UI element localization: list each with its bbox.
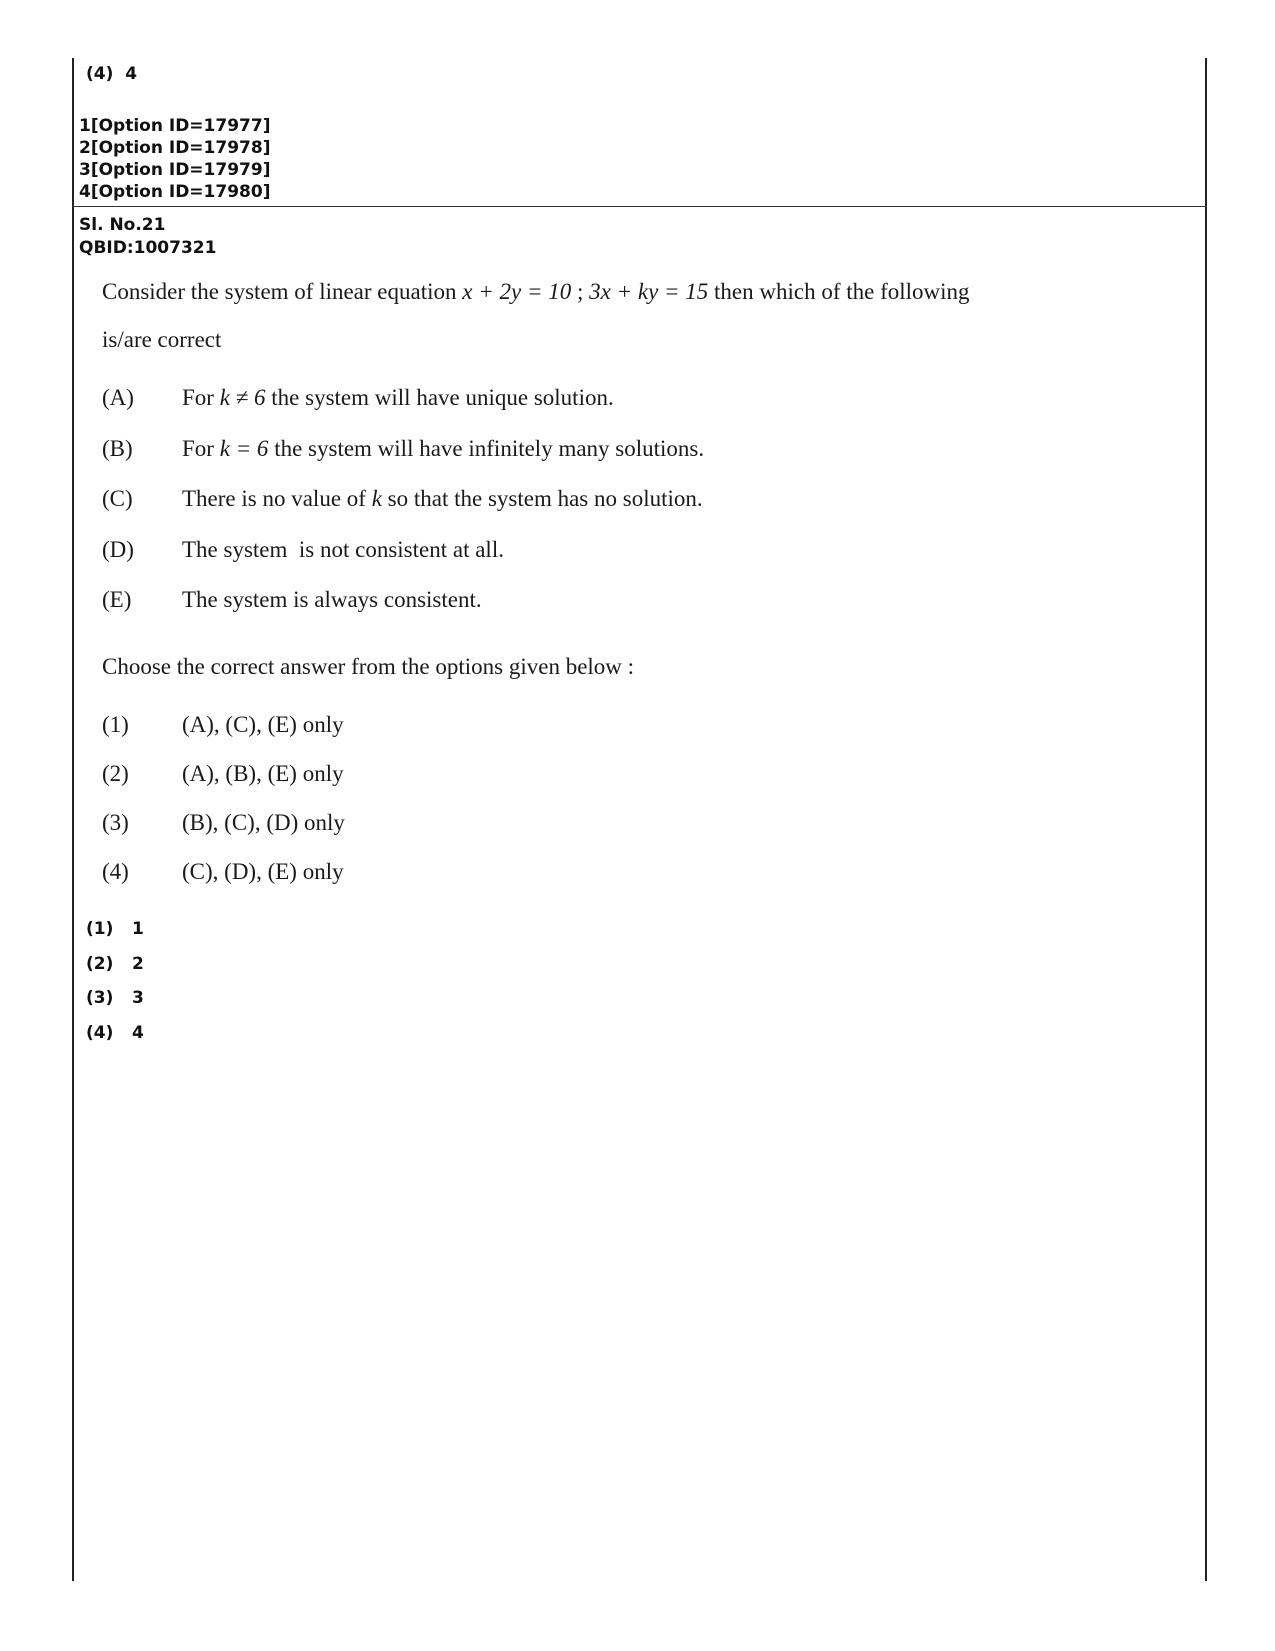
statement-b xyxy=(102,429,1182,480)
statement-math: k = 6 xyxy=(219,435,269,461)
choice-value: 3 xyxy=(132,988,144,1008)
stem-text: Consider the system of linear equation xyxy=(102,279,463,304)
statement-d xyxy=(102,530,1182,581)
statement-label: (C) xyxy=(102,486,133,511)
answer-option-label: (1) xyxy=(102,711,129,737)
equation-2: 3x + ky = 15 xyxy=(589,279,709,304)
answer-option-label: (2) xyxy=(102,760,129,786)
answer-option-2 xyxy=(102,754,1182,803)
statement-post: the system will have infinitely many solutions. xyxy=(268,435,705,461)
answer-value: 4 xyxy=(125,64,138,84)
statement-text: The system is not consistent at all. xyxy=(182,536,504,562)
statement-text xyxy=(182,429,704,480)
answer-option-text: (A), (B), (E) only xyxy=(182,760,344,786)
answer-option-label: (3) xyxy=(102,809,129,835)
statement-math: k xyxy=(371,486,382,511)
statement-text: The system is always consistent. xyxy=(182,587,482,612)
choice-item[interactable] xyxy=(86,947,144,982)
choice-value: 4 xyxy=(132,1022,144,1043)
choice-item[interactable] xyxy=(86,912,144,947)
answer-prompt: Choose the correct answer from the options given below : xyxy=(102,653,635,679)
previous-last-answer xyxy=(86,64,137,84)
statement-text xyxy=(182,378,614,429)
page-border-right xyxy=(1205,58,1207,1581)
answer-option-1 xyxy=(102,705,1182,754)
choice-number: (1) xyxy=(86,919,114,939)
statement-c xyxy=(102,479,1182,530)
statement-label: (B) xyxy=(102,435,133,461)
answer-option-text: (C), (D), (E) only xyxy=(182,858,344,884)
statement-post: so that the system has no solution. xyxy=(381,486,703,511)
statement-label: (D) xyxy=(102,536,134,562)
option-id-list xyxy=(79,115,270,203)
choice-value: 1 xyxy=(132,919,144,939)
stem-separator: ; xyxy=(571,279,590,304)
answer-option-text: (A), (C), (E) only xyxy=(182,711,344,737)
question-meta xyxy=(79,214,216,260)
choice-list xyxy=(86,912,144,1050)
option-id: 3[Option ID=17979] xyxy=(79,160,271,180)
stem-text: then which of the following xyxy=(708,279,970,304)
statement-a xyxy=(102,378,1182,429)
choice-value: 2 xyxy=(132,953,144,974)
statement-label: (A) xyxy=(102,385,134,410)
answer-option-text: (B), (C), (D) only xyxy=(182,809,345,835)
statement-pre: For xyxy=(182,435,220,461)
page-border-left xyxy=(72,58,74,1581)
statement-math: k ≠ 6 xyxy=(219,385,266,410)
answer-option-3 xyxy=(102,803,1182,852)
statement-pre: For xyxy=(182,385,220,410)
choice-item[interactable] xyxy=(86,1016,144,1051)
answer-option-label: (4) xyxy=(102,858,129,884)
choice-number: (3) xyxy=(86,988,114,1008)
choice-number: (4) xyxy=(86,1022,114,1043)
choice-item[interactable] xyxy=(86,981,144,1016)
option-id: 2[Option ID=17978] xyxy=(79,138,271,158)
question-divider xyxy=(72,206,1207,207)
question-stem-line2: is/are correct xyxy=(102,327,222,352)
answer-number: (4) xyxy=(86,64,114,84)
question-body xyxy=(102,272,1182,901)
statement-label: (E) xyxy=(102,587,132,612)
equation-1: x + 2y = 10 xyxy=(462,279,572,304)
answer-option-4 xyxy=(102,852,1182,901)
statement-post: the system will have unique solution. xyxy=(265,385,614,410)
statement-e xyxy=(102,580,1182,631)
option-id: 4[Option ID=17980] xyxy=(79,182,271,202)
statement-text xyxy=(182,479,703,530)
qbid: QBID:1007321 xyxy=(79,238,217,258)
statement-pre: There is no value of xyxy=(182,486,372,511)
choice-number: (2) xyxy=(86,953,114,974)
serial-number: Sl. No.21 xyxy=(79,215,166,235)
question-stem-line1 xyxy=(102,272,1182,320)
option-id: 1[Option ID=17977] xyxy=(79,116,271,136)
